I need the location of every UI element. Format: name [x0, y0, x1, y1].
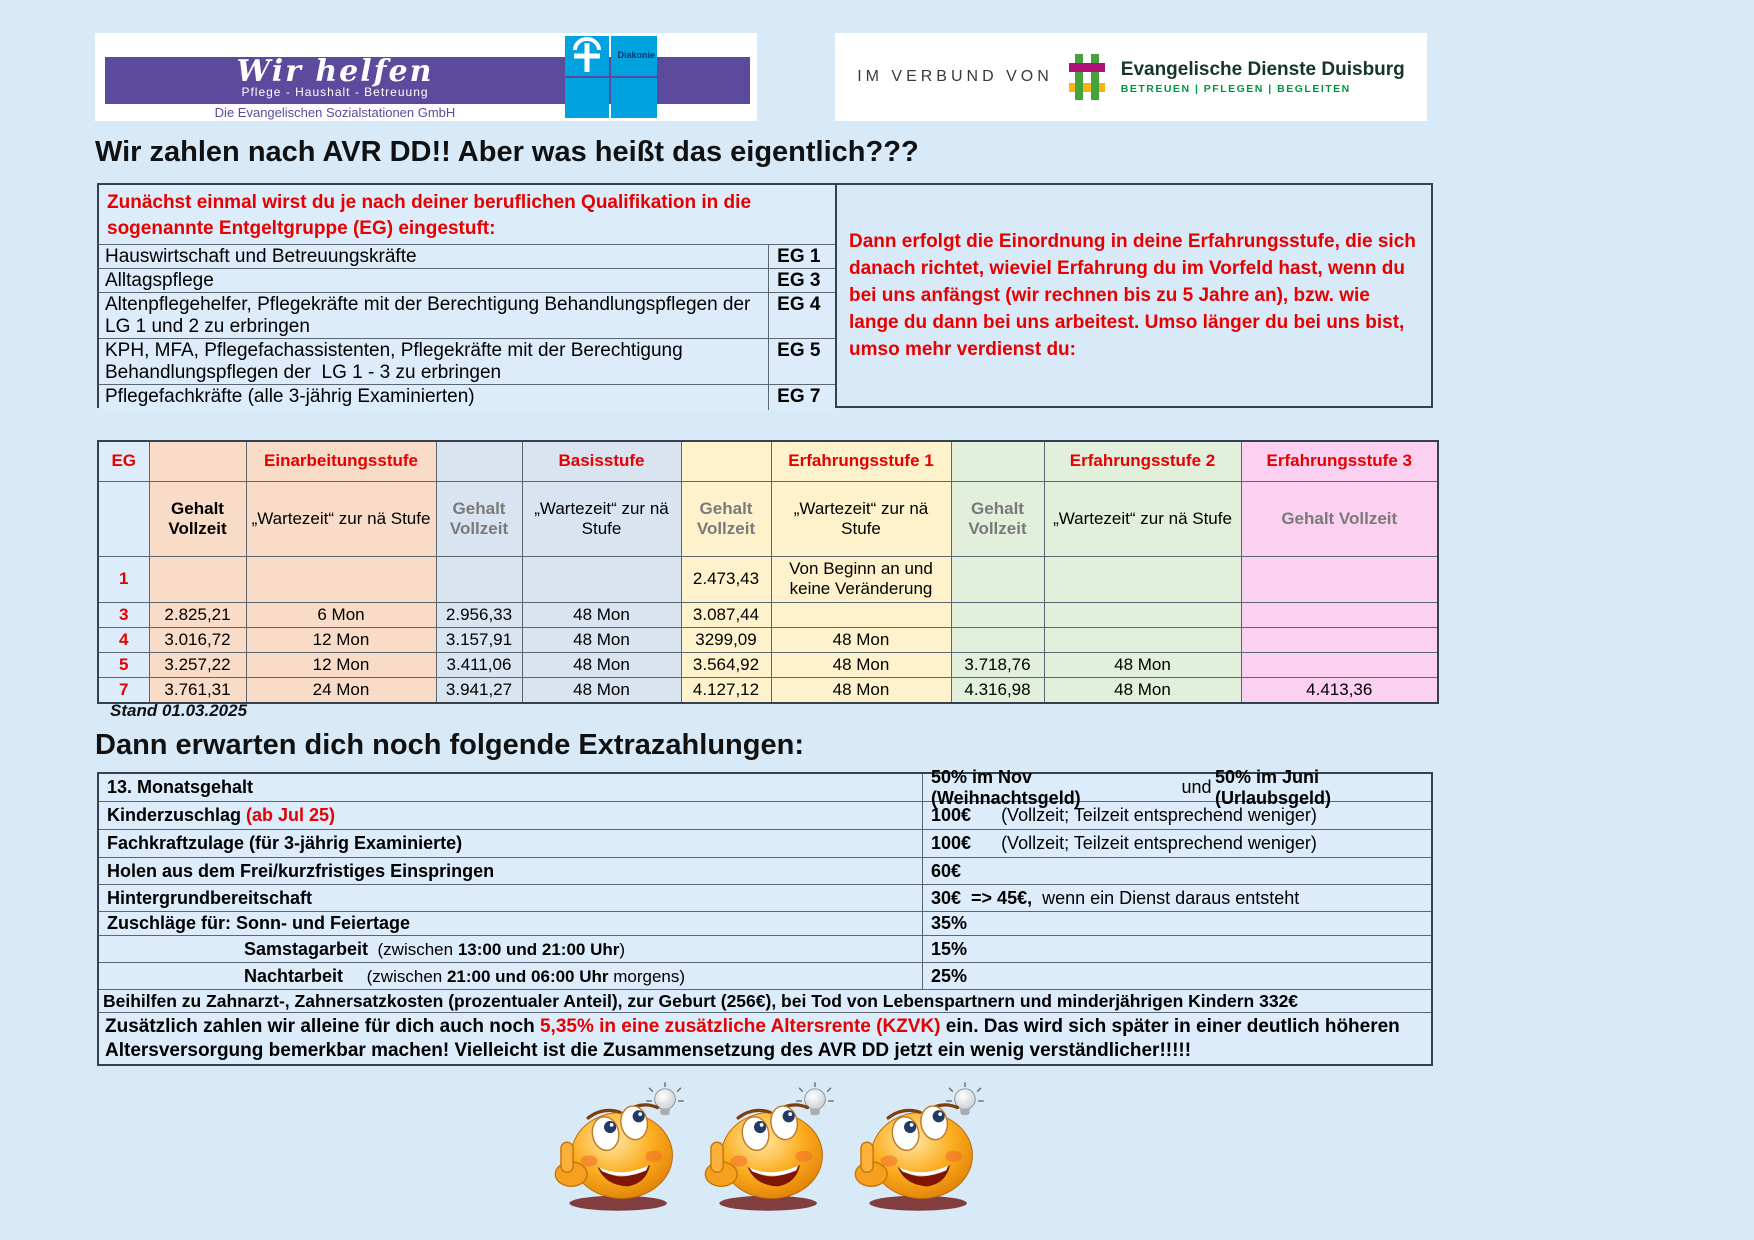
job-label: Altenpflegehelfer, Pflegekräfte mit der Berechtigung Behandlungspflegen der LG 1 und 2 zu erbringen — [105, 294, 761, 337]
eg-classification-table — [97, 183, 1433, 408]
salary-cell: 48 Mon — [522, 652, 681, 677]
salary-cell — [436, 556, 522, 602]
diakonie-label: Diakonie — [617, 50, 655, 60]
page-title: Wir zahlen nach AVR DD!! Aber was heißt das eigentlich??? — [95, 136, 919, 168]
thumbs-up-smiley-icon — [545, 1080, 695, 1212]
gehalt-header: Gehalt Vollzeit — [149, 481, 246, 556]
extras-table — [97, 766, 1433, 1066]
salary-cell — [149, 556, 246, 602]
table-row — [99, 802, 1431, 830]
salary-row-eg5 — [98, 652, 1438, 677]
salary-cell: 3.941,27 — [436, 677, 522, 703]
gehalt-header: Gehalt Vollzeit — [436, 481, 522, 556]
salary-cell — [1241, 652, 1438, 677]
gehalt-header: Gehalt Vollzeit — [681, 481, 771, 556]
salary-cell: 6 Mon — [246, 602, 436, 627]
table-row — [99, 885, 1431, 912]
eg-number: 7 — [98, 677, 149, 703]
extra-label: Kinderzuschlag (ab Jul 25) — [107, 805, 336, 825]
wartezeit-header: „Wartezeit“ zur nä Stufe — [246, 481, 436, 556]
stage-einarbeitungsstufe: Einarbeitungsstufe — [246, 441, 436, 481]
job-label: Alltagspflege — [105, 270, 214, 291]
extra-label: Fachkraftzulage (für 3-jährig Examinierte) — [107, 833, 463, 853]
table-row — [99, 385, 835, 410]
table-row — [99, 245, 835, 269]
salary-cell: 48 Mon — [522, 677, 681, 703]
stage-erfahrungsstufe-1: Erfahrungsstufe 1 — [771, 441, 951, 481]
beihilfen-row: Beihilfen zu Zahnarzt-, Zahnersatzkosten (prozentualer Anteil), zur Geburt (256€), bei Tod von Lebenspartnern und minderjährigen Kindern 332€ — [99, 990, 1431, 1013]
salary-cell — [98, 481, 149, 556]
salary-cell — [1241, 602, 1438, 627]
wir-helfen-wordmark: Wir helfen — [236, 54, 434, 89]
stage-header-row — [98, 441, 1438, 481]
salary-cell: 12 Mon — [246, 652, 436, 677]
salary-cell — [951, 556, 1044, 602]
diakonie-square — [611, 36, 657, 76]
salary-cell: 48 Mon — [771, 627, 951, 652]
erfahrungsstufe-note-text: Dann erfolgt die Einordnung in deine Erfahrungsstufe, die sich danach richtet, wieviel Erfahrung du im Vorfeld hast, wenn du bei uns anfängst (wir rechnen bis zu 5 Jahre an), bzw. wie lange du dann bei uns arbeitest. Umso länger du bei uns bist, umso mehr verdienst du: — [849, 231, 1416, 360]
erfahrungsstufe-note — [837, 185, 1431, 406]
salary-cell: 3.016,72 — [149, 627, 246, 652]
salary-cell: 3299,09 — [681, 627, 771, 652]
salary-cell: 2.473,43 — [681, 556, 771, 602]
eg-number: 5 — [98, 652, 149, 677]
salary-row-eg1 — [98, 556, 1438, 602]
salary-cell — [522, 556, 681, 602]
salary-cell — [1044, 556, 1241, 602]
gehalt-header: Gehalt Vollzeit — [1241, 481, 1438, 556]
extra-value: 15% — [922, 936, 1431, 962]
smiley-row — [545, 1080, 995, 1212]
verbund-text: IM VERBUND VON — [857, 68, 1053, 85]
wartezeit-header: „Wartezeit“ zur nä Stufe — [1044, 481, 1241, 556]
salary-cell — [246, 556, 436, 602]
table-row — [99, 936, 1431, 963]
salary-cell — [771, 602, 951, 627]
salary-cell: 24 Mon — [246, 677, 436, 703]
gehalt-header: Gehalt Vollzeit — [951, 481, 1044, 556]
wartezeit-header: „Wartezeit“ zur nä Stufe — [522, 481, 681, 556]
salary-cell — [1044, 627, 1241, 652]
salary-cell: 48 Mon — [771, 677, 951, 703]
job-label: Hauswirtschaft und Betreuungskräfte — [105, 246, 417, 267]
salary-cell: 4.413,36 — [1241, 677, 1438, 703]
salary-cell: 3.157,91 — [436, 627, 522, 652]
salary-cell — [436, 441, 522, 481]
salary-table — [97, 440, 1439, 704]
salary-cell — [951, 441, 1044, 481]
wartezeit-header: „Wartezeit“ zur nä Stufe — [771, 481, 951, 556]
salary-cell: 4.127,12 — [681, 677, 771, 703]
extra-value: 100€ (Vollzeit; Teilzeit entsprechend weniger) — [922, 802, 1431, 829]
salary-cell — [149, 441, 246, 481]
table-row — [99, 830, 1431, 858]
salary-cell — [681, 441, 771, 481]
salary-cell: 3.761,31 — [149, 677, 246, 703]
diakonie-logo — [565, 36, 657, 118]
salary-cell: 48 Mon — [1044, 677, 1241, 703]
sub-header-row — [98, 481, 1438, 556]
altersrente-row: Zusätzlich zahlen wir alleine für dich auch noch 5,35% in eine zusätzliche Altersrente (KZVK) ein. Das wird sich später in einer deutlich höheren Altersversorgung bemerkbar machen! Vielleicht ist die Zusammensetzung des AVR DD jetzt ein wenig verständlicher!!!!! — [105, 1016, 1405, 1061]
table-row — [99, 858, 1431, 885]
edd-name-block — [1121, 59, 1405, 95]
extra-label: Hintergrundbereitschaft — [107, 887, 313, 908]
extra-value: 60€ — [922, 858, 1431, 884]
eg-table-header: Zunächst einmal wirst du je nach deiner beruflichen Qualifikation in die sogenannte Entgeltgruppe (EG) eingestuft: — [99, 185, 835, 245]
red-note: (ab Jul 25) — [246, 805, 336, 825]
extra-value: 100€ (Vollzeit; Teilzeit entsprechend weniger) — [922, 830, 1431, 857]
edd-tagline: BETREUEN | PFLEGEN | BEGLEITEN — [1120, 83, 1351, 95]
diakonie-square — [565, 78, 609, 118]
company-name: Die Evangelischen Sozialstationen GmbH — [214, 105, 456, 120]
edd-logo-block — [835, 33, 1427, 121]
salary-cell — [1241, 556, 1438, 602]
edd-name: Evangelische Dienste Duisburg — [1120, 59, 1405, 80]
thumbs-up-smiley-icon — [845, 1080, 995, 1212]
stage-basisstufe: Basisstufe — [522, 441, 681, 481]
eg-value: EG 4 — [768, 293, 835, 338]
salary-cell — [1241, 627, 1438, 652]
kzvk-red-text: 5,35% in eine zusätzliche Altersrente (KZVK) — [539, 1016, 941, 1037]
salary-cell: 3.718,76 — [951, 652, 1044, 677]
wir-helfen-logo — [95, 33, 757, 121]
job-label: Pflegefachkräfte (alle 3-jährig Examinierten) — [105, 386, 475, 407]
extra-value: 30€ => 45€, wenn ein Dienst daraus entsteht — [922, 885, 1431, 911]
salary-cell — [951, 627, 1044, 652]
salary-cell: 4.316,98 — [951, 677, 1044, 703]
edd-hash-icon — [1067, 54, 1107, 100]
table-row — [99, 912, 1431, 936]
salary-cell: 3.257,22 — [149, 652, 246, 677]
table-row — [99, 293, 835, 339]
extra-label: 13. Monatsgehalt — [107, 777, 254, 797]
extras-heading: Dann erwarten dich noch folgende Extrazahlungen: — [95, 729, 804, 761]
eg-number: 3 — [98, 602, 149, 627]
salary-cell: 3.564,92 — [681, 652, 771, 677]
eg-value: EG 5 — [768, 339, 835, 384]
salary-cell: 3.411,06 — [436, 652, 522, 677]
extra-label: Zuschläge für: Sonn- und Feiertage — [107, 913, 411, 933]
salary-cell: 48 Mon — [1044, 652, 1241, 677]
extra-label: Nachtarbeit (zwischen 21:00 und 06:00 Uhr morgens) — [244, 965, 686, 986]
salary-cell: Von Beginn an und keine Veränderung — [771, 556, 951, 602]
salary-cell: 48 Mon — [771, 652, 951, 677]
extra-value: 25% — [922, 963, 1431, 989]
stand-date: Stand 01.03.2025 — [110, 701, 248, 720]
eg-table-left — [99, 185, 837, 406]
salary-cell: 2.825,21 — [149, 602, 246, 627]
stage-erfahrungsstufe-2: Erfahrungsstufe 2 — [1044, 441, 1241, 481]
extra-value: 35% — [922, 912, 1431, 935]
extra-label: Samstagarbeit (zwischen 13:00 und 21:00 Uhr) — [244, 938, 626, 959]
banner-text — [105, 54, 565, 104]
salary-cell: 48 Mon — [522, 627, 681, 652]
eg-column-header: EG — [98, 441, 149, 481]
thumbs-up-smiley-icon — [695, 1080, 845, 1212]
table-row — [99, 339, 835, 385]
job-label: KPH, MFA, Pflegefachassistenten, Pflegekräfte mit der Berechtigung Behandlungspflegen der LG 1 - 3 zu erbringen — [105, 340, 688, 383]
stage-erfahrungsstufe-3: Erfahrungsstufe 3 — [1241, 441, 1438, 481]
table-row — [99, 269, 835, 293]
salary-cell — [1044, 602, 1241, 627]
salary-cell: 12 Mon — [246, 627, 436, 652]
eg-number: 1 — [98, 556, 149, 602]
salary-row-eg4 — [98, 627, 1438, 652]
eg-value: EG 7 — [768, 385, 835, 410]
extra-label: Holen aus dem Frei/kurzfristiges Einspringen — [107, 860, 495, 881]
table-row — [99, 963, 1431, 990]
diakonie-crown-cross-icon — [565, 36, 609, 76]
salary-row-eg3 — [98, 602, 1438, 627]
salary-cell: 2.956,33 — [436, 602, 522, 627]
eg-value: EG 1 — [768, 245, 835, 268]
extra-value: 50% im Nov (Weihnachtsgeld) und 50% im Juni (Urlaubsgeld) — [922, 774, 1431, 801]
table-row — [99, 766, 1431, 808]
diakonie-square — [611, 78, 657, 118]
eg-number: 4 — [98, 627, 149, 652]
salary-cell: 3.087,44 — [681, 602, 771, 627]
salary-cell — [951, 602, 1044, 627]
wir-helfen-tagline: Pflege - Haushalt - Betreuung — [241, 85, 429, 99]
eg-value: EG 3 — [768, 269, 835, 292]
salary-cell: 48 Mon — [522, 602, 681, 627]
salary-row-eg7 — [98, 677, 1438, 703]
